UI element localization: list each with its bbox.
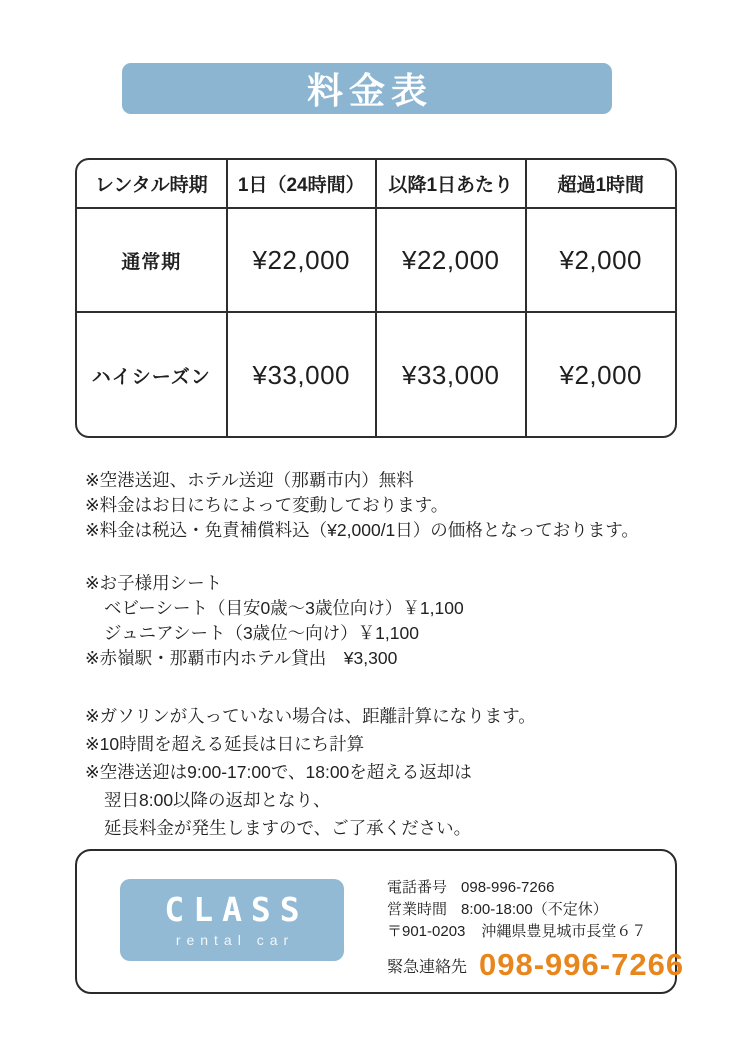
note-line: ※10時間を超える延長は日にち計算: [85, 734, 365, 754]
brand-logo: [120, 879, 344, 961]
note-line: 延長料金が発生しますので、ご了承ください。: [104, 818, 472, 838]
postal-code: 〒901-0203: [387, 923, 466, 940]
note-line: 翌日8:00以降の返却となり、: [104, 790, 331, 810]
row-label-high-season: ハイシーズン: [77, 312, 227, 438]
note-line: ※お子様用シート: [85, 573, 223, 593]
footer-card: [75, 849, 685, 994]
contact-phone-row: [387, 877, 667, 899]
header-first-day: 1日（24時間）: [227, 160, 377, 208]
brand-name: CLASS: [164, 890, 309, 929]
header-overtime-hour: 超過1時間: [526, 160, 676, 208]
contact-address-row: [387, 921, 667, 943]
phone-label: 電話番号: [387, 879, 448, 896]
note-line: ※空港送迎、ホテル送迎（那覇市内）無料: [85, 470, 414, 490]
notes-conditions: [85, 702, 536, 842]
header-rental-period: レンタル時期: [77, 160, 227, 208]
price-high-extra-day: ¥33,000: [376, 312, 526, 438]
header-per-extra-day: 以降1日あたり: [376, 160, 526, 208]
note-line: ベビーシート（目安0歳〜3歳位向け）￥1,100: [104, 598, 464, 618]
page-title: 料金表: [122, 63, 612, 114]
note-line: ※料金は税込・免責補償料込（¥2,000/1日）の価格となっております。: [85, 520, 639, 540]
table-header-row: [77, 160, 675, 208]
contact-info: [387, 877, 685, 982]
notes-general: [85, 468, 639, 543]
note-line: ※空港送迎は9:00-17:00で、18:00を超える返却は: [85, 762, 472, 782]
note-line: ※赤嶺駅・那覇市内ホテル貸出 ¥3,300: [85, 648, 398, 668]
price-normal-extra-day: ¥22,000: [376, 208, 526, 312]
emergency-phone-number: 098-996-7266: [479, 947, 685, 982]
address-value: 沖縄県豊見城市長堂６７: [481, 923, 647, 940]
phone-number: 098-996-7266: [461, 879, 555, 896]
row-label-normal-season: 通常期: [77, 208, 227, 312]
table-row-high-season: [77, 312, 675, 438]
price-high-overtime: ¥2,000: [559, 360, 643, 390]
contact-hours-row: [387, 899, 667, 921]
note-line: ※料金はお日にちによって変動しております。: [85, 495, 449, 515]
hours-value: 8:00-18:00（不定休）: [461, 901, 608, 918]
contact-emergency-row: [387, 947, 685, 982]
price-high-day1: ¥33,000: [227, 312, 377, 438]
note-line: ジュニアシート（3歳位〜向け）￥1,100: [104, 623, 419, 643]
notes-child-seat: [85, 571, 464, 671]
price-table: [75, 158, 677, 438]
price-normal-day1: ¥22,000: [227, 208, 377, 312]
emergency-label: 緊急連絡先: [387, 958, 468, 976]
table-row-normal-season: [77, 208, 675, 312]
hours-label: 営業時間: [387, 901, 448, 918]
note-line: ※ガソリンが入っていない場合は、距離計算になります。: [85, 706, 536, 726]
brand-subtitle: rental car: [175, 932, 295, 948]
price-normal-overtime: ¥2,000: [526, 208, 676, 312]
